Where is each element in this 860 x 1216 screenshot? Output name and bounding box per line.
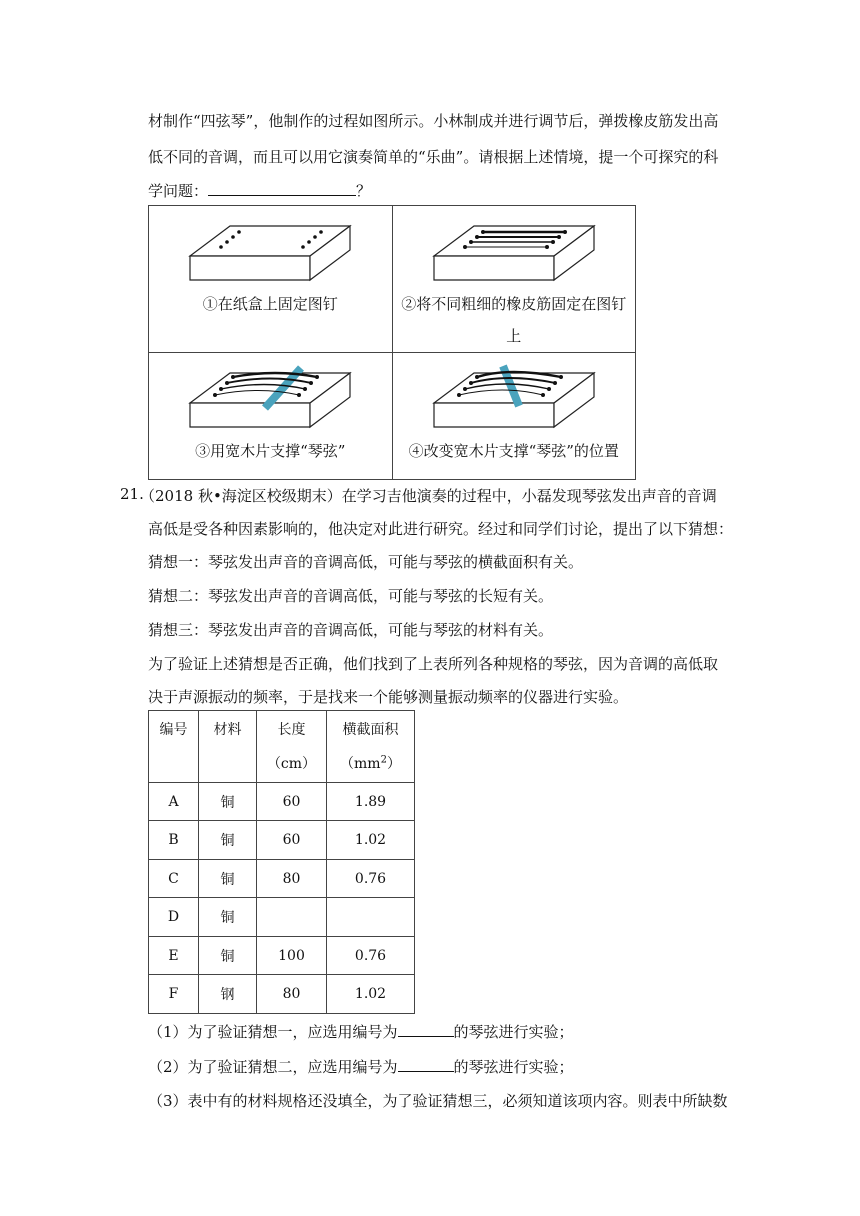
cell-length: 80	[257, 860, 327, 898]
figure-1-caption: ①在纸盒上固定图钉	[202, 295, 338, 313]
cell-length: 80	[257, 975, 327, 1014]
header-length: 长度 （cm）	[257, 711, 327, 783]
table-row	[149, 975, 415, 1014]
header-id: 编号	[149, 711, 199, 783]
box-with-pins-illustration	[185, 214, 355, 284]
q21-para-2: 决于声源振动的频率，于是找来一个能够测量振动频率的仪器进行实验。	[148, 688, 629, 706]
cell-id: F	[149, 975, 199, 1014]
table-row	[149, 783, 415, 821]
cell-id: B	[149, 821, 199, 860]
sub-question-2-prefix: （2）为了验证猜想二，应选用编号为	[148, 1058, 398, 1076]
bridge-moved-illustration	[429, 361, 599, 431]
guess-3: 猜想三：琴弦发出声音的音调高低，可能与琴弦的材料有关。	[148, 621, 554, 639]
sub-question-2-suffix: 的琴弦进行实验；	[453, 1058, 574, 1076]
box-with-rubber-bands-illustration	[429, 214, 599, 284]
bridge-center-illustration	[185, 361, 355, 431]
intro-line-1: 材制作“四弦琴”，他制作的过程如图所示。小林制成并进行调节后，弹拨橡皮筋发出高	[148, 112, 719, 130]
q21-line-2: 高低是受各种因素影响的，他决定对此进行研究。经过和同学们讨论，提出了以下猜想：	[148, 520, 734, 538]
question-mark: ？	[356, 182, 372, 200]
table-header-row	[149, 711, 415, 783]
table-row	[149, 937, 415, 975]
header-area: 横截面积 $(mm^2)$	[327, 711, 415, 783]
cell-length: 100	[257, 937, 327, 975]
figure-2-caption	[393, 288, 636, 352]
table-row	[149, 898, 415, 937]
figure-1	[149, 206, 393, 353]
sub-question-1-suffix: 的琴弦进行实验；	[453, 1023, 574, 1041]
cell-length: 60	[257, 821, 327, 860]
cell-area: 1.89	[327, 783, 415, 821]
cell-material: 铜	[199, 898, 257, 937]
figure-2	[392, 206, 636, 353]
intro-line-3	[148, 180, 371, 201]
answer-blank-2[interactable]	[398, 1057, 454, 1072]
cell-length: 60	[257, 783, 327, 821]
answer-blank-1[interactable]	[398, 1022, 454, 1037]
figure-3	[149, 353, 393, 480]
cell-area: 1.02	[327, 975, 415, 1014]
figure-3-caption: ③用宽木片支撑“琴弦”	[195, 442, 346, 460]
question-number: 21.	[120, 485, 144, 503]
cell-length	[257, 898, 327, 937]
string-spec-table	[148, 710, 415, 1014]
figure-2-caption-line-1: ②将不同粗细的橡皮筋固定在图钉	[401, 295, 627, 313]
cell-id: E	[149, 937, 199, 975]
cell-material: 钢	[199, 975, 257, 1014]
sub-question-1	[148, 1021, 574, 1042]
cell-id: D	[149, 898, 199, 937]
figure-4-caption: ④改变宽木片支撑“琴弦”的位置	[408, 442, 619, 460]
intro-question-label: 学问题：	[148, 182, 209, 200]
sub-question-2	[148, 1056, 574, 1077]
cell-material: 铜	[199, 821, 257, 860]
q21-line-1: （2018 秋•海淀区校级期末）在学习吉他演奏的过程中，小磊发现琴弦发出声音的音调	[140, 487, 717, 505]
cell-area: 0.76	[327, 860, 415, 898]
sub-question-1-prefix: （1）为了验证猜想一，应选用编号为	[148, 1023, 398, 1041]
sub-question-3: （3）表中有的材料规格还没填全，为了验证猜想三，必须知道该项内容。则表中所缺数	[148, 1092, 728, 1110]
cell-area: 1.02	[327, 821, 415, 860]
answer-blank-question[interactable]	[208, 181, 356, 196]
guess-2: 猜想二：琴弦发出声音的音调高低，可能与琴弦的长短有关。	[148, 587, 554, 605]
intro-line-2: 低不同的音调，而且可以用它演奏简单的“乐曲”。请根据上述情境，提一个可探究的科	[148, 148, 719, 166]
cell-id: A	[149, 783, 199, 821]
cell-area	[327, 898, 415, 937]
table-row	[149, 860, 415, 898]
guess-1: 猜想一：琴弦发出声音的音调高低，可能与琴弦的横截面积有关。	[148, 553, 584, 571]
q21-para-1: 为了验证上述猜想是否正确，他们找到了上表所列各种规格的琴弦，因为音调的高低取	[148, 655, 719, 673]
cell-area: 0.76	[327, 937, 415, 975]
cell-id: C	[149, 860, 199, 898]
cell-material: 铜	[199, 783, 257, 821]
figure-4	[392, 353, 636, 480]
figure-grid	[148, 205, 636, 480]
table-row	[149, 821, 415, 860]
header-material: 材料	[199, 711, 257, 783]
figure-2-caption-line-2: 上	[506, 327, 522, 345]
cell-material: 铜	[199, 937, 257, 975]
cell-material: 铜	[199, 860, 257, 898]
